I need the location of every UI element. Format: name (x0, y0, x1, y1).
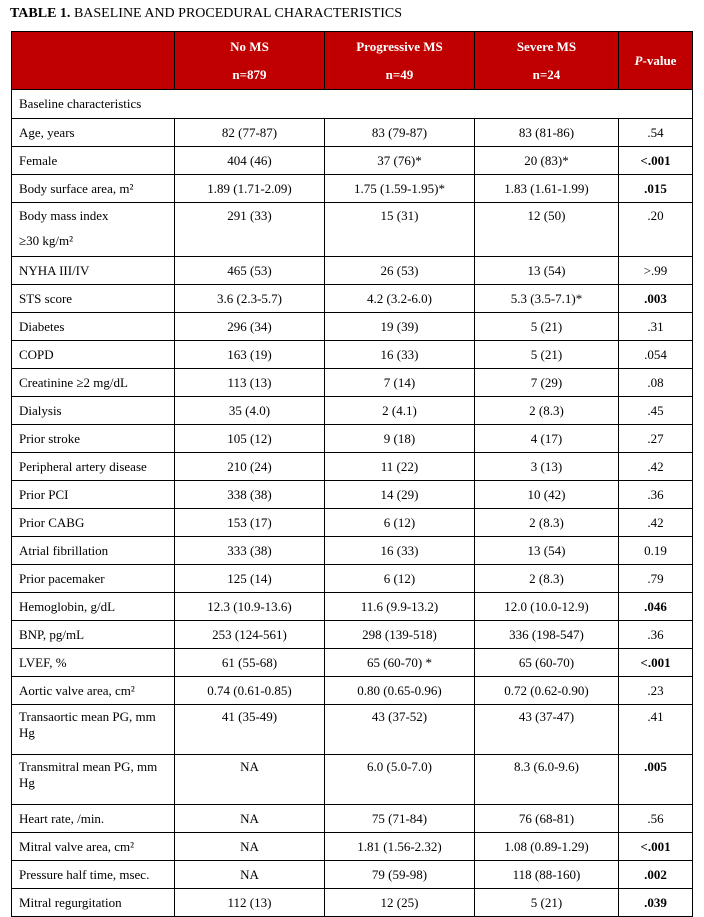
severe-ms-value: 13 (54) (475, 257, 619, 285)
progressive-ms-value: 16 (33) (325, 537, 475, 565)
table-row (12, 677, 693, 705)
p-value: .36 (619, 621, 693, 649)
progressive-ms-value: 43 (37-52) (325, 705, 475, 755)
p-value: .31 (619, 313, 693, 341)
row-label: Prior CABG (12, 509, 175, 537)
p-value: .002 (619, 861, 693, 889)
table-row (12, 203, 693, 257)
no-ms-value: NA (175, 861, 325, 889)
p-value: .41 (619, 705, 693, 755)
header-row (12, 32, 693, 90)
table-row (12, 257, 693, 285)
progressive-ms-value: 6.0 (5.0-7.0) (325, 755, 475, 805)
severe-ms-value: 65 (60-70) (475, 649, 619, 677)
severe-ms-value: 12.0 (10.0-12.9) (475, 593, 619, 621)
no-ms-value: 210 (24) (175, 453, 325, 481)
row-label: Female (12, 147, 175, 175)
row-label: Diabetes (12, 313, 175, 341)
row-label: STS score (12, 285, 175, 313)
no-ms-value: 125 (14) (175, 565, 325, 593)
row-label: Pressure half time, msec. (12, 861, 175, 889)
severe-ms-value: 20 (83)* (475, 147, 619, 175)
header-no-ms (175, 32, 325, 90)
severe-ms-value: 8.3 (6.0-9.6) (475, 755, 619, 805)
p-value: .56 (619, 805, 693, 833)
table-row (12, 313, 693, 341)
p-value: .27 (619, 425, 693, 453)
progressive-ms-value: 37 (76)* (325, 147, 475, 175)
progressive-ms-value: 15 (31) (325, 203, 475, 257)
no-ms-value: 35 (4.0) (175, 397, 325, 425)
table-row (12, 755, 693, 805)
header-severe-ms (475, 32, 619, 90)
severe-ms-value: 5 (21) (475, 341, 619, 369)
characteristics-table (11, 31, 693, 917)
table-row (12, 481, 693, 509)
row-label: Hemoglobin, g/dL (12, 593, 175, 621)
progressive-ms-value: 9 (18) (325, 425, 475, 453)
table-row (12, 147, 693, 175)
p-value: .005 (619, 755, 693, 805)
severe-ms-value: 336 (198-547) (475, 621, 619, 649)
severe-ms-value: 10 (42) (475, 481, 619, 509)
row-label: Dialysis (12, 397, 175, 425)
row-label: COPD (12, 341, 175, 369)
severe-ms-value: 76 (68-81) (475, 805, 619, 833)
p-value: .79 (619, 565, 693, 593)
row-label: BNP, pg/mL (12, 621, 175, 649)
progressive-ms-value: 79 (59-98) (325, 861, 475, 889)
severe-ms-value: 7 (29) (475, 369, 619, 397)
no-ms-value: 61 (55-68) (175, 649, 325, 677)
p-value: .45 (619, 397, 693, 425)
row-label (12, 203, 175, 257)
table-row (12, 341, 693, 369)
table-row (12, 621, 693, 649)
progressive-ms-value: 83 (79-87) (325, 119, 475, 147)
table-row (12, 833, 693, 861)
progressive-ms-value: 16 (33) (325, 341, 475, 369)
no-ms-value: 465 (53) (175, 257, 325, 285)
severe-ms-value: 1.83 (1.61-1.99) (475, 175, 619, 203)
p-value: .23 (619, 677, 693, 705)
no-ms-value: 338 (38) (175, 481, 325, 509)
table-row (12, 805, 693, 833)
row-label-line1: Body mass index (19, 208, 109, 223)
progressive-ms-value: 0.80 (0.65-0.96) (325, 677, 475, 705)
row-label: Prior PCI (12, 481, 175, 509)
severe-ms-value: 2 (8.3) (475, 509, 619, 537)
no-ms-value: NA (175, 755, 325, 805)
no-ms-value: NA (175, 805, 325, 833)
row-label: Age, years (12, 119, 175, 147)
row-label: NYHA III/IV (12, 257, 175, 285)
section-row (12, 90, 693, 119)
no-ms-value: NA (175, 833, 325, 861)
severe-ms-value: 5 (21) (475, 313, 619, 341)
table-row (12, 453, 693, 481)
row-label: Transmitral mean PG, mm Hg (12, 755, 175, 805)
severe-ms-value: 83 (81-86) (475, 119, 619, 147)
table-row (12, 537, 693, 565)
row-label: Body surface area, m² (12, 175, 175, 203)
section-label: Baseline characteristics (12, 90, 693, 119)
p-value: .039 (619, 889, 693, 917)
no-ms-value: 112 (13) (175, 889, 325, 917)
no-ms-value: 163 (19) (175, 341, 325, 369)
progressive-ms-value: 298 (139-518) (325, 621, 475, 649)
header-no-ms-name: No MS (230, 38, 269, 54)
row-label: Heart rate, /min. (12, 805, 175, 833)
severe-ms-value: 43 (37-47) (475, 705, 619, 755)
progressive-ms-value: 1.75 (1.59-1.95)* (325, 175, 475, 203)
p-value: <.001 (619, 147, 693, 175)
p-value: .54 (619, 119, 693, 147)
no-ms-value: 0.74 (0.61-0.85) (175, 677, 325, 705)
p-value: .003 (619, 285, 693, 313)
table-row (12, 565, 693, 593)
progressive-ms-value: 75 (71-84) (325, 805, 475, 833)
table-row (12, 593, 693, 621)
severe-ms-value: 5 (21) (475, 889, 619, 917)
no-ms-value: 41 (35-49) (175, 705, 325, 755)
progressive-ms-value: 14 (29) (325, 481, 475, 509)
no-ms-value: 296 (34) (175, 313, 325, 341)
row-label: Transaortic mean PG, mm Hg (12, 705, 175, 755)
severe-ms-value: 2 (8.3) (475, 565, 619, 593)
row-label: Prior stroke (12, 425, 175, 453)
severe-ms-value: 12 (50) (475, 203, 619, 257)
severe-ms-value: 3 (13) (475, 453, 619, 481)
p-value: .20 (619, 203, 693, 257)
row-label: Creatinine ≥2 mg/dL (12, 369, 175, 397)
progressive-ms-value: 11 (22) (325, 453, 475, 481)
progressive-ms-value: 6 (12) (325, 565, 475, 593)
table-row (12, 285, 693, 313)
header-progressive-ms (325, 32, 475, 90)
severe-ms-value: 13 (54) (475, 537, 619, 565)
row-label: Atrial fibrillation (12, 537, 175, 565)
no-ms-value: 404 (46) (175, 147, 325, 175)
row-label: Aortic valve area, cm² (12, 677, 175, 705)
severe-ms-value: 118 (88-160) (475, 861, 619, 889)
no-ms-value: 113 (13) (175, 369, 325, 397)
progressive-ms-value: 26 (53) (325, 257, 475, 285)
no-ms-value: 291 (33) (175, 203, 325, 257)
header-progressive-ms-name: Progressive MS (356, 38, 443, 54)
p-value: .015 (619, 175, 693, 203)
header-p-rest: -value (642, 52, 677, 68)
no-ms-value: 253 (124-561) (175, 621, 325, 649)
row-label: Peripheral artery disease (12, 453, 175, 481)
no-ms-value: 333 (38) (175, 537, 325, 565)
progressive-ms-value: 1.81 (1.56-2.32) (325, 833, 475, 861)
no-ms-value: 3.6 (2.3-5.7) (175, 285, 325, 313)
table-row (12, 649, 693, 677)
severe-ms-value: 2 (8.3) (475, 397, 619, 425)
p-value: <.001 (619, 649, 693, 677)
no-ms-value: 1.89 (1.71-2.09) (175, 175, 325, 203)
progressive-ms-value: 6 (12) (325, 509, 475, 537)
header-empty (12, 32, 175, 90)
header-progressive-ms-n: n=49 (385, 66, 414, 82)
table-row (12, 175, 693, 203)
table-title: BASELINE AND PROCEDURAL CHARACTERISTICS (73, 6, 403, 21)
progressive-ms-value: 2 (4.1) (325, 397, 475, 425)
row-label: LVEF, % (12, 649, 175, 677)
header-severe-ms-n: n=24 (532, 66, 561, 82)
table-row (12, 425, 693, 453)
p-value: >.99 (619, 257, 693, 285)
progressive-ms-value: 12 (25) (325, 889, 475, 917)
p-value: <.001 (619, 833, 693, 861)
table-row (12, 119, 693, 147)
severe-ms-value: 5.3 (3.5-7.1)* (475, 285, 619, 313)
severe-ms-value: 0.72 (0.62-0.90) (475, 677, 619, 705)
table-row (12, 509, 693, 537)
no-ms-value: 153 (17) (175, 509, 325, 537)
progressive-ms-value: 65 (60-70) * (325, 649, 475, 677)
table-row (12, 705, 693, 755)
header-no-ms-n: n=879 (232, 66, 267, 82)
no-ms-value: 12.3 (10.9-13.6) (175, 593, 325, 621)
p-value: .42 (619, 509, 693, 537)
no-ms-value: 82 (77-87) (175, 119, 325, 147)
table-row (12, 369, 693, 397)
table-row (12, 889, 693, 917)
progressive-ms-value: 7 (14) (325, 369, 475, 397)
row-label: Mitral regurgitation (12, 889, 175, 917)
row-label: Mitral valve area, cm² (12, 833, 175, 861)
p-value: 0.19 (619, 537, 693, 565)
table-row (12, 861, 693, 889)
p-value: .36 (619, 481, 693, 509)
p-value: .08 (619, 369, 693, 397)
p-value: .046 (619, 593, 693, 621)
header-p-italic: P (634, 52, 643, 68)
no-ms-value: 105 (12) (175, 425, 325, 453)
table-row (12, 397, 693, 425)
header-p-value (619, 32, 693, 90)
p-value: .054 (619, 341, 693, 369)
table-number: TABLE 1. (10, 6, 71, 21)
severe-ms-value: 1.08 (0.89-1.29) (475, 833, 619, 861)
table-caption (10, 5, 402, 23)
p-value: .42 (619, 453, 693, 481)
row-label: Prior pacemaker (12, 565, 175, 593)
progressive-ms-value: 4.2 (3.2-6.0) (325, 285, 475, 313)
header-severe-ms-name: Severe MS (516, 38, 577, 54)
row-label-line2: ≥30 kg/m² (19, 233, 74, 248)
progressive-ms-value: 11.6 (9.9-13.2) (325, 593, 475, 621)
progressive-ms-value: 19 (39) (325, 313, 475, 341)
severe-ms-value: 4 (17) (475, 425, 619, 453)
